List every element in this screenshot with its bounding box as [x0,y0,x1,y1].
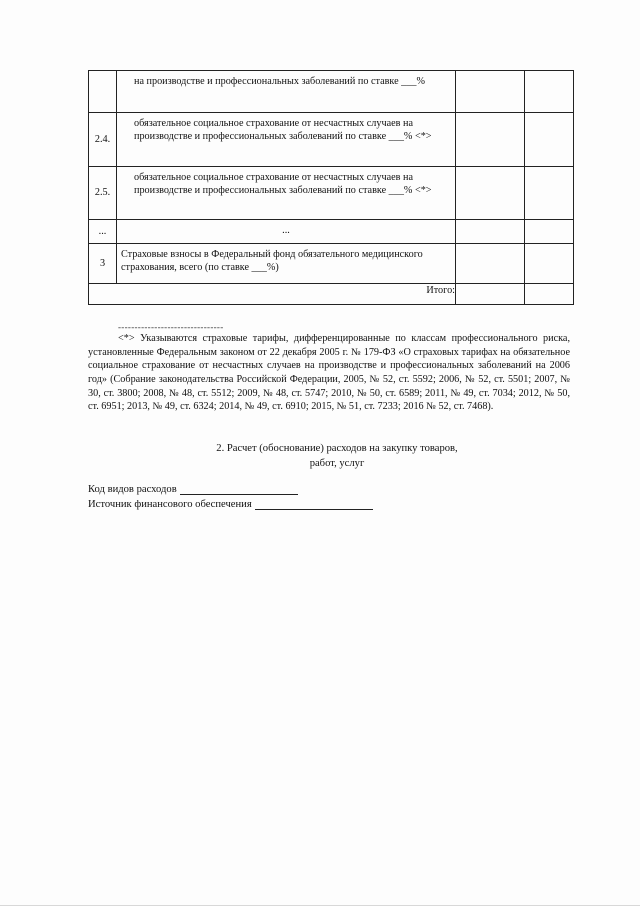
value-cell [456,167,525,220]
total-value-cell [456,284,525,305]
row-number-cell [89,71,117,113]
section-title [88,442,586,471]
value-cell [456,244,525,284]
value-cell [456,113,525,167]
table-row [89,220,574,244]
table-row [89,113,574,167]
footnote [88,332,570,414]
expense-code-field [88,484,298,495]
value-cell [525,167,574,220]
value-cell [525,244,574,284]
section-title-line: 2. Расчет (обоснование) расходов на закупку товаров, [216,443,458,454]
table-row [89,167,574,220]
funding-source-field [88,499,373,510]
funding-source-input-line[interactable] [255,499,373,510]
value-cell [525,113,574,167]
table-row [89,71,574,113]
expense-code-input-line[interactable] [180,484,298,495]
row-number-cell: 3 [89,244,117,284]
expense-code-label: Код видов расходов [88,484,177,495]
insurance-contributions-table [88,70,574,305]
row-description: Страховые взносы в Федеральный фонд обязательного медицинского страхования, всего (по ставке ___%) [121,249,423,274]
row-description: обязательное социальное страхование от несчастных случаев на производстве и профессиональных заболеваний по ставке ___% <*> [134,172,432,197]
row-number-cell: 2.5. [89,167,117,220]
footnote-separator: -------------------------------- [118,322,224,332]
value-cell [525,220,574,244]
row-number-cell: ... [89,220,117,244]
value-cell [456,71,525,113]
row-number-cell: 2.4. [89,113,117,167]
section-title-line: работ, услуг [309,457,365,469]
row-description: обязательное социальное страхование от несчастных случаев на производстве и профессиональных заболеваний по ставке ___% <*> [134,118,432,143]
value-cell [525,71,574,113]
row-description: на производстве и профессиональных заболеваний по ставке ___% [134,76,425,87]
value-cell [456,220,525,244]
funding-source-label: Источник финансового обеспечения [88,499,252,510]
total-value-cell [525,284,574,305]
table-row [89,244,574,284]
total-row [89,284,574,305]
total-label: Итого: [89,284,456,305]
row-description: ... [282,225,290,236]
footnote-text: <*> Указываются страховые тарифы, дифференцированные по классам профессионального риска, установленные Федеральным законом от 22 декабря 2005 г. № 179-ФЗ «О страховых тарифах на обязательное социальное страхование от несчастных случаев на производстве и профессиональных заболеваний на 2006 год» (Собрание законодательства Российской Федерации, 2005, № 52, ст. 5592; 2006, № 52, ст. 5501; 2007, № 30, ст. 3800; 2008, № 48, ст. 5512; 2009, № 48, ст. 5747; 2010, № 50, ст. 6589; 2011, № 49, ст. 7034; 2012, № 50, ст. 6951; 2013, № 49, ст. 6324; 2014, № 49, ст. 6910; 2015, № 51, ст. 7233; 2016 № 52, ст. 7468). [88,333,570,413]
